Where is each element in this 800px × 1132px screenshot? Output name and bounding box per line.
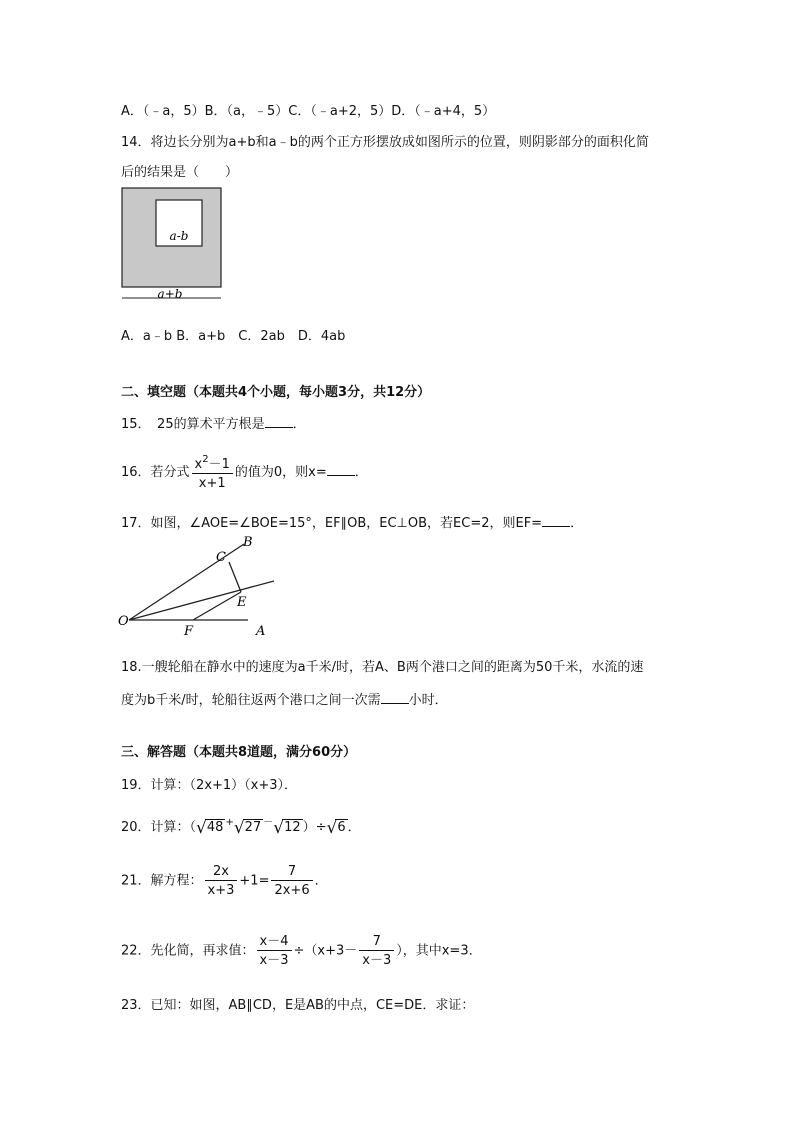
q20-radicand-2: 27: [244, 820, 262, 835]
label-B: B: [243, 535, 253, 550]
q16-prefix: 16．若分式: [121, 465, 190, 480]
q15: [121, 413, 306, 432]
q16-denominator: x+1: [198, 476, 226, 491]
q22-fraction-2: [359, 935, 394, 967]
inner-square-label: a-b: [169, 229, 189, 243]
q20-radicand-3: 12: [284, 820, 301, 835]
q15-end: ．: [292, 417, 306, 432]
q16: [121, 455, 368, 490]
q21-fraction-2: [271, 865, 312, 897]
q21-f1-numerator: 2x: [205, 865, 238, 881]
q15-text: 15． 25的算术平方根是: [121, 417, 265, 432]
q14-squares-figure: [118, 186, 226, 304]
q17-end: ．: [570, 516, 584, 531]
q22: [121, 935, 482, 967]
q13-options: A．（﹣a，5）B．（a，﹣5）C．（﹣a+2，5）D．（﹣a+4，5）: [121, 104, 496, 119]
q20-radicand-4: 6: [337, 820, 346, 835]
q18-line2-start: 度为b千米/时，轮船往返两个港口之间一次需: [121, 693, 381, 708]
q22-f2-numerator: 7: [359, 935, 394, 951]
sqrt-symbol: √: [273, 818, 285, 838]
label-F: F: [184, 624, 194, 639]
q16-num-base: x: [194, 457, 203, 472]
q22-div: ÷（x+3－: [293, 943, 358, 959]
q16-fraction: [192, 455, 233, 490]
q20-prefix: 20．计算：（: [121, 820, 197, 835]
q14-text-line2: 后的结果是（ ）: [121, 165, 239, 180]
segment-CE: [229, 562, 241, 592]
q21: [121, 865, 328, 897]
q22-fraction-1: [257, 935, 292, 967]
q20-minus: －: [263, 817, 274, 828]
q20-radicand-1: 48: [206, 820, 224, 835]
q22-f1-denominator: x－3: [259, 953, 289, 968]
q18-line2-end: 小时．: [408, 693, 448, 708]
label-A: A: [256, 624, 266, 639]
q16-suffix: 的值为0，则x=: [234, 465, 327, 480]
sqrt-symbol: √: [233, 818, 245, 838]
ray-OB: [129, 544, 244, 620]
outer-square-label: a+b: [157, 287, 183, 301]
q16-end: ．: [354, 465, 368, 480]
sqrt-symbol: √: [196, 818, 207, 838]
q21-prefix: 21．解方程：: [121, 873, 203, 889]
q16-answer-blank: [327, 463, 355, 476]
q18-line1: 18.一艘轮船在静水中的速度为a千米/时，若A、B两个港口之间的距离为50千米，水流的速: [121, 660, 644, 675]
q21-end: ．: [314, 873, 328, 889]
q22-prefix: 22．先化简，再求值：: [121, 943, 255, 959]
q17-text: 17．如图，∠AOE=∠BOE=15°，EF∥OB，EC⊥OB，若EC=2，则EF=: [121, 516, 543, 531]
q18-line2: [121, 689, 448, 708]
q18-answer-blank: [381, 691, 409, 704]
q14-text-line1: 14．将边长分别为a+b和a﹣b的两个正方形摆放成如图所示的位置，则阴影部分的面积化简: [121, 135, 649, 150]
q16-num-rest: －1: [208, 457, 230, 472]
q22-suffix: ），其中x=3．: [396, 943, 482, 959]
q21-f2-numerator: 7: [271, 865, 312, 881]
q17-angle-figure: [116, 534, 280, 640]
q20-plus: +: [225, 817, 234, 828]
q16-num-exponent: 2: [202, 454, 209, 465]
sqrt-symbol: √: [326, 818, 338, 838]
q21-mid: +1=: [239, 873, 270, 889]
q21-f1-denominator: x+3: [207, 883, 235, 898]
label-O: O: [118, 614, 129, 629]
section3-title: 三、解答题（本题共8道题，满分60分）: [121, 745, 357, 760]
ray-OE: [129, 581, 274, 620]
q16-numerator: [192, 455, 233, 474]
q20: [121, 813, 361, 838]
q20-end: ．: [347, 820, 361, 835]
q14-options: A．a﹣b B．a+b C．2ab D．4ab: [121, 329, 346, 344]
q17: [121, 512, 583, 531]
q21-fraction-1: [205, 865, 238, 897]
label-C: C: [216, 550, 226, 565]
q17-answer-blank: [542, 514, 570, 527]
q23: 23．已知：如图，AB∥CD，E是AB的中点，CE=DE．求证：: [121, 998, 475, 1013]
label-E: E: [237, 595, 247, 610]
q20-close: ）÷: [302, 820, 327, 835]
q15-answer-blank: [265, 415, 293, 428]
q22-f2-denominator: x－3: [362, 953, 392, 968]
q19: 19．计算：（2x+1）（x+3）．: [121, 778, 298, 793]
q21-f2-denominator: 2x+6: [274, 883, 310, 898]
q22-f1-numerator: x－4: [257, 935, 292, 951]
section2-title: 二、填空题（本题共4个小题，每小题3分，共12分）: [121, 385, 431, 400]
